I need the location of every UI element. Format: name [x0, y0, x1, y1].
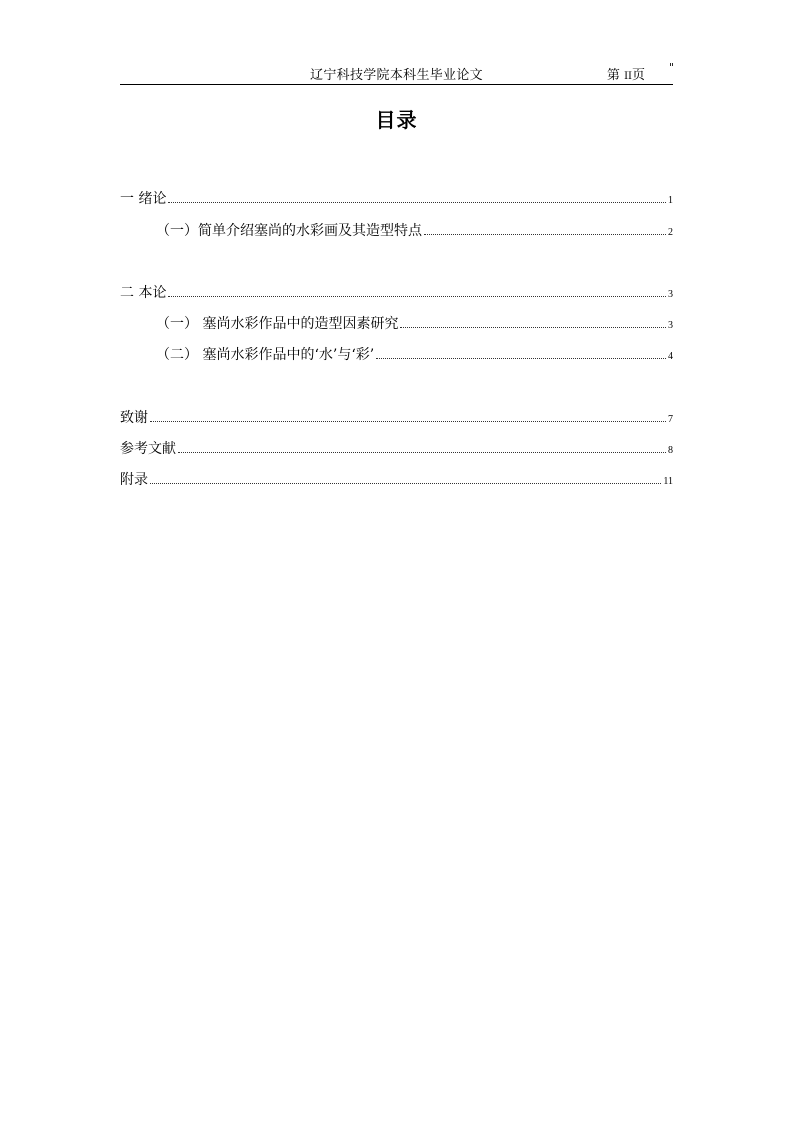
toc-entry-label: （一） 塞尚水彩作品中的造型因素研究	[156, 316, 399, 332]
toc-leader-dots	[168, 201, 666, 203]
toc-entry-label: 一 绪论	[120, 191, 167, 207]
toc-entry-appendix[interactable]	[120, 469, 673, 487]
toc-entry-introduction[interactable]	[120, 188, 673, 206]
toc-entry-label: 致谢	[120, 410, 148, 426]
toc-entry-page: 1	[668, 195, 673, 206]
toc-entry-label: （二） 塞尚水彩作品中的‘水’与‘彩’	[156, 347, 375, 363]
toc-leader-dots	[178, 451, 666, 453]
toc-leader-dots	[168, 295, 666, 297]
toc-leader-dots	[150, 482, 661, 484]
header-title: 辽宁科技学院本科生毕业论文	[310, 68, 483, 83]
toc-entry-page: 3	[668, 320, 673, 331]
header-page-number	[607, 64, 645, 83]
toc-entry-references[interactable]	[120, 438, 673, 456]
toc-entry-page: 8	[668, 445, 673, 456]
header-mark: "	[668, 61, 673, 74]
toc-entry-acknowledgements[interactable]	[120, 407, 673, 425]
toc-leader-dots	[150, 420, 666, 422]
toc-leader-dots	[376, 357, 666, 359]
toc-entry-page: 2	[668, 227, 673, 238]
toc-entry-introduction-1[interactable]	[156, 220, 673, 238]
toc-entry-page: 11	[663, 476, 673, 487]
header-page-suffix: 页	[631, 68, 645, 83]
page-header	[120, 62, 673, 85]
toc-leader-dots	[400, 326, 666, 328]
toc-entry-main-body-2[interactable]	[156, 344, 673, 362]
toc-entry-main-body-1[interactable]	[156, 313, 673, 331]
toc-entry-label: 参考文献	[120, 441, 176, 457]
header-page-roman: II	[624, 71, 632, 82]
toc-entry-page: 3	[668, 289, 673, 300]
toc-entry-page: 4	[668, 351, 673, 362]
toc-entry-label: 二 本论	[120, 285, 167, 301]
toc-title: 目录	[375, 108, 418, 132]
toc-entry-main-body[interactable]	[120, 282, 673, 300]
toc-entry-label: （一）简单介绍塞尚的水彩画及其造型特点	[156, 223, 422, 239]
header-page-prefix: 第	[606, 68, 620, 83]
toc-entry-page: 7	[668, 414, 673, 425]
toc-leader-dots	[424, 233, 666, 235]
toc-entry-label: 附录	[120, 472, 148, 488]
